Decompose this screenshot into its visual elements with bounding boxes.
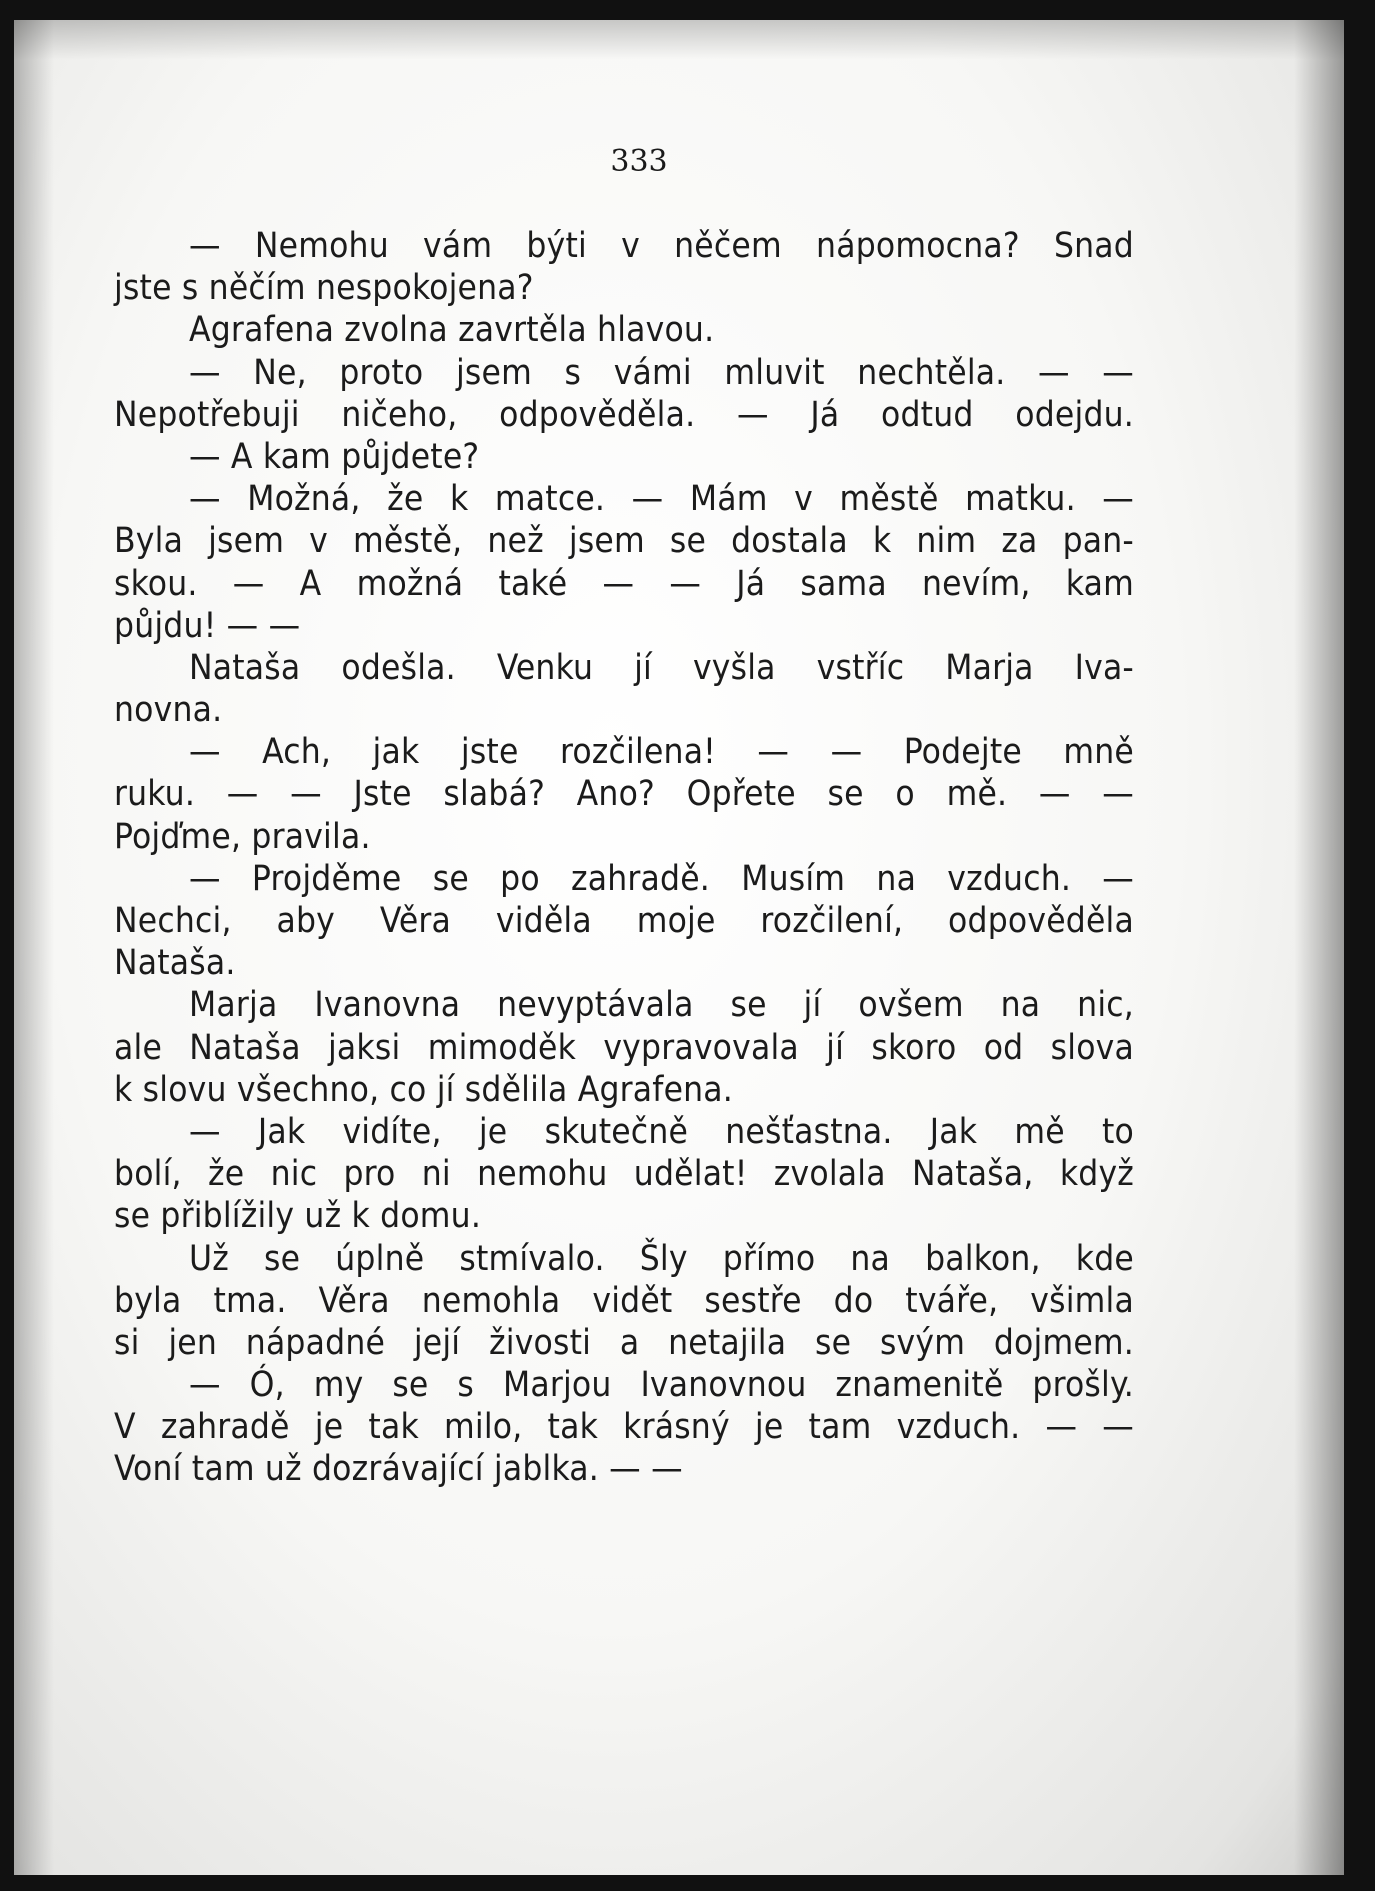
text-line: V zahradě je tak milo, tak krásný je tam vzduch. — —	[114, 1407, 1134, 1448]
text-line: Nechci, aby Věra viděla moje rozčilení, odpověděla	[114, 901, 1134, 941]
text-line: ale Nataša jaksi mimoděk vypravovala jí skoro od slova	[114, 1027, 1134, 1068]
text-line: — Možná, že k matce. — Mám v městě matku. —	[189, 479, 1134, 520]
text-line: Byla jsem v městě, než jsem se dostala k nim za pan-	[114, 521, 1134, 562]
text-line: — Ach, jak jste rozčilena! — — Podejte mně	[189, 732, 1134, 773]
page-shadow-top	[14, 20, 1344, 60]
text-line: jste s něčím nespokojena?	[114, 268, 534, 309]
text-line: — Projděme se po zahradě. Musím na vzduch. —	[189, 858, 1134, 899]
text-line: — Jak vidíte, je skutečně nešťastna. Jak mě to	[189, 1111, 1134, 1152]
book-page	[14, 20, 1344, 1875]
text-line: Marja Ivanovna nevyptávala se jí ovšem na nic,	[189, 985, 1134, 1026]
text-line: skou. — A možná také — — Já sama nevím, kam	[114, 563, 1134, 604]
text-line: — A kam půjdete?	[189, 436, 480, 477]
text-line: ruku. — — Jste slabá? Ano? Opřete se o mě. — —	[114, 774, 1134, 815]
page-shadow-left	[14, 20, 54, 1875]
text-line: k slovu všechno, co jí sdělila Agrafena.	[114, 1069, 733, 1110]
text-line: byla tma. Věra nemohla vidět sestře do tváře, všimla	[114, 1280, 1134, 1321]
text-line: půjdu! — —	[114, 605, 301, 646]
text-line: Už se úplně stmívalo. Šly přímo na balkon, kde	[189, 1238, 1134, 1279]
text-line: — Ó, my se s Marjou Ivanovnou znamenitě prošly.	[189, 1365, 1134, 1406]
body-text	[114, 225, 1134, 1491]
text-line: — Nemohu vám býti v něčem nápomocna? Snad	[189, 226, 1134, 266]
page-number: 333	[610, 144, 668, 179]
page-shadow-right	[1294, 20, 1344, 1875]
text-line: Pojďme, pravila.	[114, 816, 371, 857]
text-line: Nepotřebuji ničeho, odpověděla. — Já odtud odejdu.	[114, 394, 1134, 435]
text-line: bolí, že nic pro ni nemohu udělat! zvolala Nataša, když	[114, 1154, 1134, 1195]
text-line: — Ne, proto jsem s vámi mluvit nechtěla. — —	[189, 352, 1134, 393]
text-line: Voní tam už dozrávající jablka. — —	[114, 1449, 683, 1490]
text-line: novna.	[114, 690, 223, 731]
text-line: Nataša odešla. Venku jí vyšla vstříc Marja Iva-	[189, 647, 1134, 688]
text-line: si jen nápadné její živosti a netajila se svým dojmem.	[114, 1322, 1134, 1363]
text-line: se přiblížily už k domu.	[114, 1196, 482, 1237]
text-line: Nataša.	[114, 943, 236, 984]
text-line: Agrafena zvolna zavrtěla hlavou.	[189, 310, 715, 351]
